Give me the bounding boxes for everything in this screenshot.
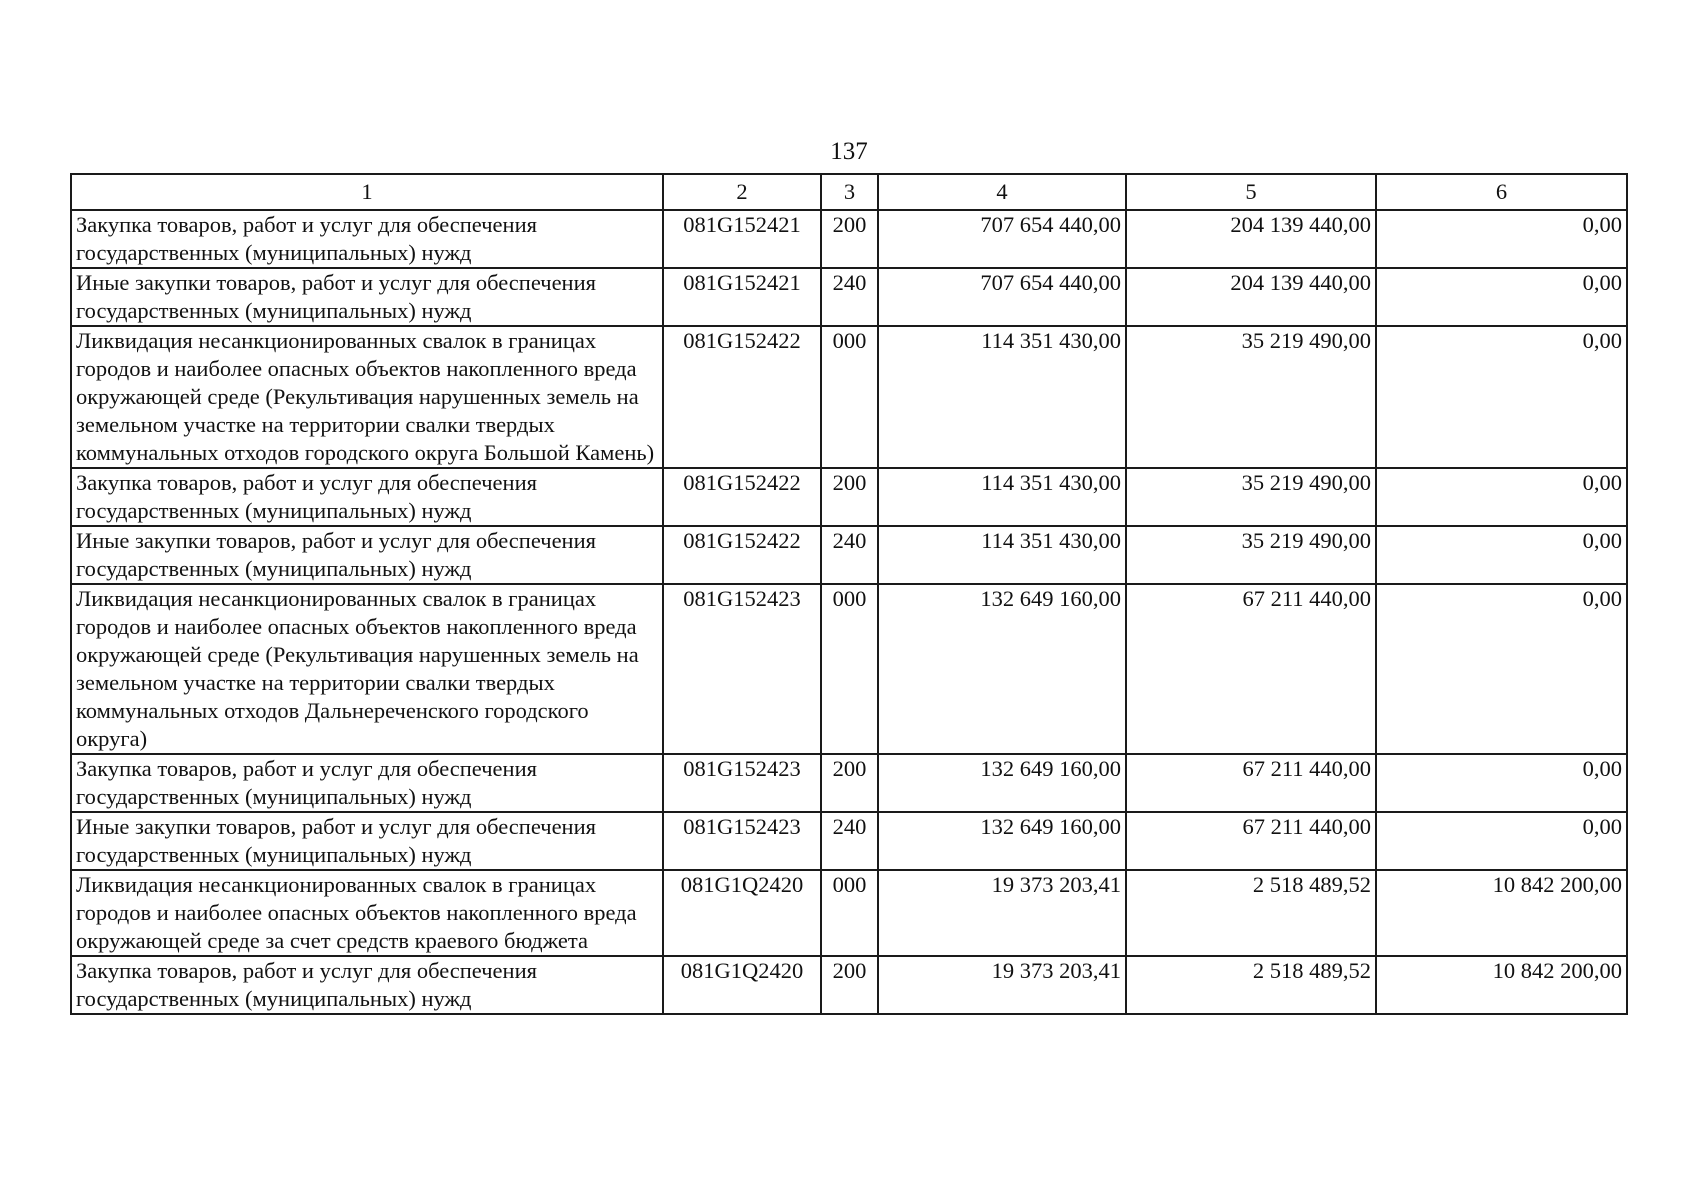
- row-value-5: 204 139 440,00: [1126, 268, 1376, 326]
- row-value-4: 132 649 160,00: [878, 584, 1126, 754]
- row-name: Иные закупки товаров, работ и услуг для обеспечения государственных (муниципальных) нужд: [71, 268, 663, 326]
- column-header-4: 4: [878, 174, 1126, 210]
- row-name: Иные закупки товаров, работ и услуг для обеспечения государственных (муниципальных) нужд: [71, 812, 663, 870]
- row-value-5: 35 219 490,00: [1126, 526, 1376, 584]
- row-name: Ликвидация несанкционированных свалок в границах городов и наиболее опасных объектов накопленного вреда окружающей среде (Рекультивация нарушенных земель на земельном участке на территории свалки твердых коммунальных отходов городского округа Большой Камень): [71, 326, 663, 468]
- row-value-5: 2 518 489,52: [1126, 956, 1376, 1014]
- row-type: 240: [821, 812, 878, 870]
- table-row: [71, 326, 1627, 468]
- table-row: [71, 870, 1627, 956]
- row-type: 200: [821, 956, 878, 1014]
- row-name: Закупка товаров, работ и услуг для обеспечения государственных (муниципальных) нужд: [71, 956, 663, 1014]
- row-type: 000: [821, 326, 878, 468]
- header-row: [71, 174, 1627, 210]
- row-code: 081G1Q2420: [663, 956, 821, 1014]
- row-value-5: 67 211 440,00: [1126, 812, 1376, 870]
- row-code: 081G152422: [663, 468, 821, 526]
- column-header-3: 3: [821, 174, 878, 210]
- page-number: 137: [830, 138, 868, 165]
- row-type: 000: [821, 584, 878, 754]
- row-code: 081G152423: [663, 812, 821, 870]
- row-type: 000: [821, 870, 878, 956]
- row-value-6: 0,00: [1376, 526, 1627, 584]
- row-value-5: 35 219 490,00: [1126, 326, 1376, 468]
- row-code: 081G152423: [663, 584, 821, 754]
- row-code: 081G152423: [663, 754, 821, 812]
- row-name: Ликвидация несанкционированных свалок в границах городов и наиболее опасных объектов накопленного вреда окружающей среде (Рекультивация нарушенных земель на земельном участке на территории свалки твердых коммунальных отходов Дальнереченского городского округа): [71, 584, 663, 754]
- row-value-5: 2 518 489,52: [1126, 870, 1376, 956]
- row-value-6: 0,00: [1376, 268, 1627, 326]
- row-value-4: 707 654 440,00: [878, 268, 1126, 326]
- row-name: Ликвидация несанкционированных свалок в границах городов и наиболее опасных объектов накопленного вреда окружающей среде за счет средств краевого бюджета: [71, 870, 663, 956]
- row-value-5: 35 219 490,00: [1126, 468, 1376, 526]
- row-name: Иные закупки товаров, работ и услуг для обеспечения государственных (муниципальных) нужд: [71, 526, 663, 584]
- column-header-2: 2: [663, 174, 821, 210]
- row-value-6: 0,00: [1376, 812, 1627, 870]
- row-value-4: 132 649 160,00: [878, 754, 1126, 812]
- column-header-1: 1: [71, 174, 663, 210]
- table-header: [71, 174, 1627, 210]
- row-value-4: 132 649 160,00: [878, 812, 1126, 870]
- table-body: [71, 210, 1627, 1014]
- row-code: 081G152422: [663, 326, 821, 468]
- row-code: 081G1Q2420: [663, 870, 821, 956]
- row-type: 240: [821, 268, 878, 326]
- row-type: 200: [821, 754, 878, 812]
- row-code: 081G152422: [663, 526, 821, 584]
- table-row: [71, 526, 1627, 584]
- row-value-5: 67 211 440,00: [1126, 754, 1376, 812]
- row-name: Закупка товаров, работ и услуг для обеспечения государственных (муниципальных) нужд: [71, 468, 663, 526]
- table-row: [71, 812, 1627, 870]
- row-value-6: 10 842 200,00: [1376, 870, 1627, 956]
- row-value-6: 0,00: [1376, 326, 1627, 468]
- row-value-5: 67 211 440,00: [1126, 584, 1376, 754]
- row-value-6: 0,00: [1376, 468, 1627, 526]
- row-value-4: 19 373 203,41: [878, 956, 1126, 1014]
- row-value-6: 10 842 200,00: [1376, 956, 1627, 1014]
- row-name: Закупка товаров, работ и услуг для обеспечения государственных (муниципальных) нужд: [71, 754, 663, 812]
- row-value-4: 114 351 430,00: [878, 526, 1126, 584]
- row-value-5: 204 139 440,00: [1126, 210, 1376, 268]
- table-row: [71, 956, 1627, 1014]
- table-row: [71, 468, 1627, 526]
- row-type: 200: [821, 210, 878, 268]
- table-row: [71, 584, 1627, 754]
- column-header-6: 6: [1376, 174, 1627, 210]
- row-value-4: 114 351 430,00: [878, 468, 1126, 526]
- column-header-5: 5: [1126, 174, 1376, 210]
- table-row: [71, 268, 1627, 326]
- row-value-4: 114 351 430,00: [878, 326, 1126, 468]
- row-code: 081G152421: [663, 210, 821, 268]
- row-type: 240: [821, 526, 878, 584]
- row-value-6: 0,00: [1376, 754, 1627, 812]
- row-type: 200: [821, 468, 878, 526]
- row-value-6: 0,00: [1376, 584, 1627, 754]
- budget-table: [70, 173, 1628, 1015]
- table-row: [71, 210, 1627, 268]
- row-code: 081G152421: [663, 268, 821, 326]
- row-value-4: 19 373 203,41: [878, 870, 1126, 956]
- row-name: Закупка товаров, работ и услуг для обеспечения государственных (муниципальных) нужд: [71, 210, 663, 268]
- row-value-6: 0,00: [1376, 210, 1627, 268]
- row-value-4: 707 654 440,00: [878, 210, 1126, 268]
- table-row: [71, 754, 1627, 812]
